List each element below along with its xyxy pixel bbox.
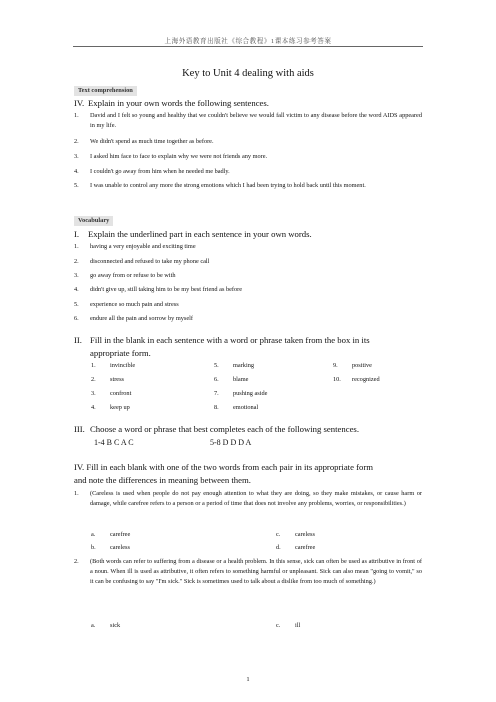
item-text: I was unable to control any more the strong emotions which I had been trying to hold back until this moment. <box>90 182 366 189</box>
answers-group-2: 5-8 D D D A <box>210 438 252 447</box>
word-num: 10. <box>333 376 341 383</box>
option <box>276 530 315 540</box>
list-item <box>74 167 422 177</box>
option-letter: c. <box>276 622 281 629</box>
word-cell <box>214 403 258 413</box>
word: keep up <box>110 404 130 411</box>
heading-num: I. <box>74 229 80 239</box>
word-num: 4. <box>91 404 96 411</box>
word: positive <box>352 362 372 369</box>
item-num: 2. <box>74 258 79 265</box>
item-text: endure all the pain and sorrow by myself <box>90 315 193 322</box>
list-item <box>74 137 422 147</box>
item-num: 4. <box>74 168 79 175</box>
list-item <box>74 111 422 131</box>
option-word: carefree <box>110 531 131 538</box>
item-num: 1. <box>74 490 79 497</box>
item-num: 5. <box>74 301 79 308</box>
word-cell <box>91 375 124 385</box>
word-num: 6. <box>214 376 219 383</box>
option-word: careless <box>110 544 130 551</box>
item-text: disconnected and refused to take my phone call <box>90 258 210 265</box>
item-text: (Careless is used when people do not pay enough attention to what they are doing, so they make mistakes, or cause harm or damage, while carefree refers to a person or a period of time that does not involve any problems, worries, or responsibilities.) <box>90 490 422 508</box>
option <box>91 621 120 631</box>
document-title: Key to Unit 4 dealing with aids <box>182 68 314 79</box>
tc-heading-text: Explain in your own words the following sentences. <box>88 98 269 108</box>
item-num: 6. <box>74 315 79 322</box>
option-letter: c. <box>276 531 281 538</box>
vocab-section2-heading <box>74 334 424 359</box>
option <box>91 543 130 553</box>
word-cell <box>333 361 372 371</box>
list-item <box>74 489 422 509</box>
word: stress <box>110 376 124 383</box>
item-text: having a very enjoyable and exciting time <box>90 243 196 250</box>
item-text: David and I felt so young and healthy that we couldn't believe we would fall victim to any disease before the word AIDS appeared in my life. <box>90 112 422 130</box>
word-num: 9. <box>333 362 338 369</box>
item-num: 5. <box>74 182 79 189</box>
page-number: 1 <box>246 676 250 683</box>
list-item <box>74 285 422 295</box>
section-tag-vocabulary: Vocabulary <box>74 216 113 226</box>
word-cell <box>91 389 131 399</box>
item-num: 1. <box>74 112 79 119</box>
tc-heading <box>74 98 269 109</box>
list-item <box>74 557 422 588</box>
option-letter: a. <box>91 622 96 629</box>
list-item <box>74 257 422 267</box>
item-text: (Both words can refer to suffering from a disease or a health problem. In this sense, sick can often be used as attributive in front of a noun. When ill is used as attributive, it often refers to something harmful or unpleasant. Sick can also mean "going to vomit," so it can be confusing to say "I'm sick." Sick is sometimes used to talk about a dislike from too much of something.) <box>90 558 422 586</box>
word-num: 2. <box>91 376 96 383</box>
word-cell <box>91 361 135 371</box>
word: pushing aside <box>233 390 268 397</box>
word-num: 5. <box>214 362 219 369</box>
item-text: I asked him face to face to explain why we were not friends any more. <box>90 153 268 160</box>
option <box>276 543 315 553</box>
vocab-section1-heading <box>74 229 312 240</box>
heading-text-line1: Fill in the blank in each sentence with a word or phrase taken from the box in its <box>90 335 370 345</box>
heading-text: Explain the underlined part in each sentence in your own words. <box>88 229 312 239</box>
item-num: 4. <box>74 286 79 293</box>
item-num: 3. <box>74 153 79 160</box>
item-text: I couldn't go away from him when he needed me badly. <box>90 168 230 175</box>
word: marking <box>233 362 254 369</box>
option-letter: d. <box>276 544 281 551</box>
item-num: 2. <box>74 138 79 145</box>
word-num: 3. <box>91 390 96 397</box>
word-num: 1. <box>91 362 96 369</box>
item-text: go away from or refuse to be with <box>90 272 176 279</box>
option <box>91 530 130 540</box>
item-text: didn't give up, still taking him to be my best friend as before <box>90 286 243 293</box>
option-word: sick <box>110 622 121 629</box>
word-cell <box>333 375 380 385</box>
list-item <box>74 300 422 310</box>
item-text: We didn't spend as much time together as before. <box>90 138 214 145</box>
list-item <box>74 152 422 162</box>
item-text: experience so much pain and stress <box>90 301 179 308</box>
vocab-section4-heading <box>74 461 424 486</box>
word-cell <box>91 403 130 413</box>
word: invincible <box>110 362 136 369</box>
option-letter: a. <box>91 531 96 538</box>
answers-group-1: 1-4 B C A C <box>94 438 134 447</box>
word-num: 7. <box>214 390 219 397</box>
heading-num: III. <box>74 424 85 434</box>
word-cell <box>214 389 267 399</box>
heading-text-line1: IV. Fill in each blank with one of the two words from each pair in its appropriate form <box>74 462 374 472</box>
item-num: 2. <box>74 558 79 565</box>
heading-text: Choose a word or phrase that best completes each of the following sentences. <box>90 424 359 434</box>
option-word: ill <box>295 622 301 629</box>
word-cell <box>214 361 254 371</box>
option-word: careless <box>295 531 315 538</box>
heading-text-line2: appropriate form. <box>90 347 151 358</box>
word: recognized <box>352 376 380 383</box>
option <box>276 621 300 631</box>
heading-num: II. <box>74 335 82 345</box>
word: confront <box>110 390 132 397</box>
list-item <box>74 181 422 191</box>
header-rule <box>73 46 423 47</box>
vocab-section3-heading <box>74 424 359 435</box>
list-item <box>74 271 422 281</box>
option-word: carefree <box>295 544 316 551</box>
word: emotional <box>233 404 259 411</box>
item-num: 1. <box>74 243 79 250</box>
page-header: 上海外语教育出版社《综合教程》1课本练习参考答案 <box>164 38 332 45</box>
list-item <box>74 242 422 252</box>
word-cell <box>214 375 248 385</box>
option-letter: b. <box>91 544 96 551</box>
list-item <box>74 314 422 324</box>
item-num: 3. <box>74 272 79 279</box>
word-num: 8. <box>214 404 219 411</box>
tc-heading-num: IV. <box>74 98 85 108</box>
section-tag-text-comprehension: Text comprehension <box>74 86 137 96</box>
heading-text-line2: and note the differences in meaning between them. <box>74 474 251 485</box>
word: blame <box>233 376 249 383</box>
